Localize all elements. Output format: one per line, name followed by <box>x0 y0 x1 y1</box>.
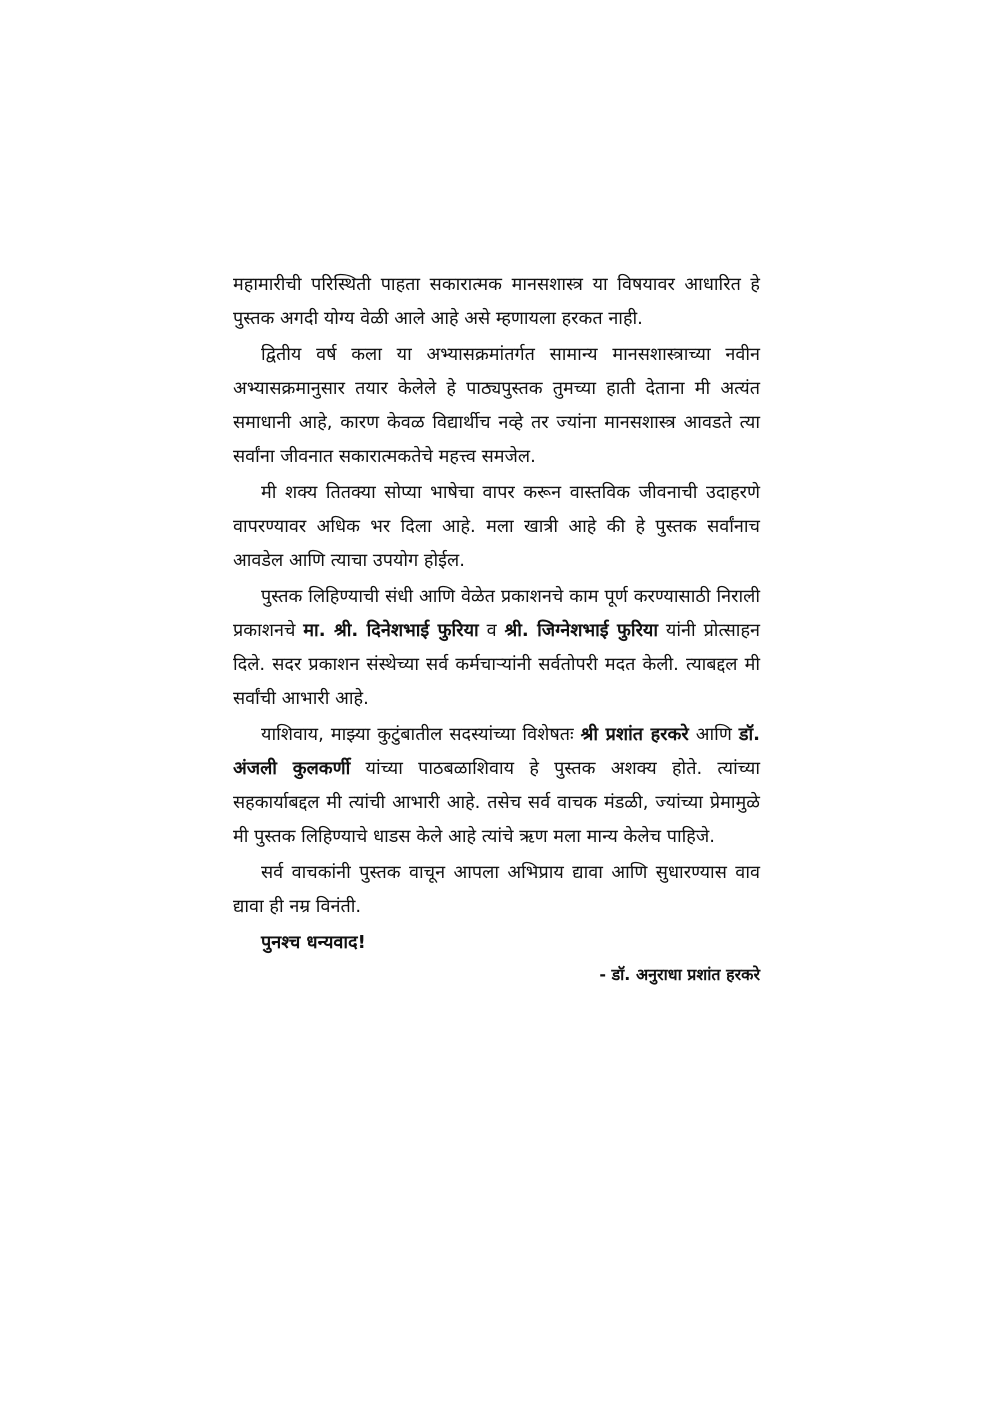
paragraph-6-text: सर्व वाचकांनी पुस्तक वाचून आपला अभिप्राय द्यावा आणि सुधारण्यास वाव द्यावा ही नम्र विनंती. <box>233 862 760 917</box>
paragraph-5-text-b: आणि <box>688 724 739 745</box>
paragraph-4-text-b: व <box>478 620 505 641</box>
publisher-name-2: श्री. जिग्नेशभाई फुरिया <box>504 620 659 641</box>
family-name-2: डॉ. अंजली कुलकर्णी <box>233 724 760 779</box>
paragraph-4-text-a: पुस्तक लिहिण्याची संधी आणि वेळेत प्रकाशनचे काम पूर्ण करण्यासाठी निराली प्रकाशनचे <box>233 586 760 641</box>
publisher-name-1: मा. श्री. दिनेशभाई फुरिया <box>303 620 479 641</box>
paragraph-4 <box>233 580 760 716</box>
author-signature: - डॉ. अनुराधा प्रशांत हरकरे <box>599 965 760 984</box>
paragraph-2-text: द्वितीय वर्ष कला या अभ्यासक्रमांतर्गत सामान्य मानसशास्त्राच्या नवीन अभ्यासक्रमानुसार तयार केलेले हे पाठ्यपुस्तक तुमच्या हाती देताना मी अत्यंत समाधानी आहे, कारण केवळ विद्यार्थीच नव्हे तर ज्यांना मानसशास्त्र आवडते त्या सर्वांना जीवनात सकारात्मकतेचे महत्त्व समजेल. <box>233 344 760 467</box>
paragraph-5 <box>233 718 760 854</box>
paragraph-2 <box>233 338 760 474</box>
paragraph-4-text-c: यांनी प्रोत्साहन दिले. सदर प्रकाशन संस्थेच्या सर्व कर्मचाऱ्यांनी सर्वतोपरी मदत केली. त्याबद्दल मी सर्वांची आभारी आहे. <box>233 620 760 709</box>
paragraph-6 <box>233 856 760 924</box>
paragraph-3 <box>233 476 760 578</box>
paragraph-1 <box>233 268 760 336</box>
preface-body <box>233 268 760 990</box>
paragraph-5-text-c: यांच्या पाठबळाशिवाय हे पुस्तक अशक्य होते. त्यांच्या सहकार्याबद्दल मी त्यांची आभारी आहे. तसेच सर्व वाचक मंडळी, ज्यांच्या प्रेमामुळे मी पुस्तक लिहिण्याचे धाडस केले आहे त्यांचे ऋण मला मान्य केलेच पाहिजे. <box>233 758 760 847</box>
paragraph-1-text: महामारीची परिस्थिती पाहता सकारात्मक मानसशास्त्र या विषयावर आधारित हे पुस्तक अगदी योग्य वेळी आले आहे असे म्हणायला हरकत नाही. <box>233 274 760 329</box>
paragraph-3-text: मी शक्य तितक्या सोप्या भाषेचा वापर करून वास्तविक जीवनाची उदाहरणे वापरण्यावर अधिक भर दिला आहे. मला खात्री आहे की हे पुस्तक सर्वांनाच आवडेल आणि त्याचा उपयोग होईल. <box>233 482 760 571</box>
family-name-1: श्री प्रशांत हरकरे <box>580 724 689 745</box>
paragraph-5-text-a: याशिवाय, माझ्या कुटुंबातील सदस्यांच्या विशेषतः <box>261 724 581 745</box>
closing-thanks: पुनश्च धन्यवाद! <box>261 932 366 953</box>
